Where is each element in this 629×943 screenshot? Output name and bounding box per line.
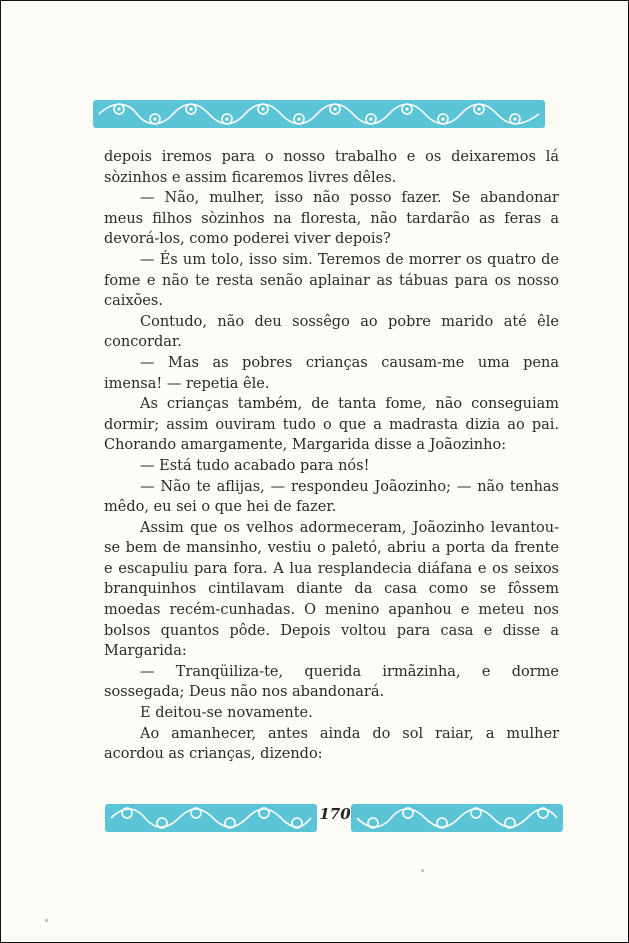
paragraph: — Não te aflijas, — respondeu Joãozinho; — não tenhas mêdo, eu sei o que hei de fazer. — [104, 478, 559, 516]
paragraph: — És um tolo, isso sim. Teremos de morrer os quatro de fome e não te resta senão aplainar as tábuas para os nosso caixões. — [104, 251, 559, 310]
paragraph: — Está tudo acabado para nós! — [140, 457, 370, 474]
page-number: 170 — [319, 805, 351, 823]
paragraph: — Tranqüiliza-te, querida irmãzinha, e dorme sossegada; Deus não nos abandonará. — [104, 663, 559, 701]
paragraph: — Mas as pobres crianças causam-me uma pena imensa! — repetia êle. — [104, 354, 559, 392]
paper-speck — [421, 869, 424, 872]
paragraph: depois iremos para o nosso trabalho e os deixaremos lá sòzinhos e assim ficaremos livres dêles. — [104, 149, 559, 186]
page-body-text — [104, 147, 559, 765]
paper-speck — [45, 919, 48, 922]
floral-ornament-icon — [351, 801, 563, 835]
bottom-right-ornament — [351, 801, 563, 835]
paragraph: Contudo, não deu sossêgo ao pobre marido até êle concordar. — [104, 313, 559, 351]
bottom-left-ornament — [105, 801, 317, 835]
paragraph: Ao amanhecer, antes ainda do sol raiar, a mulher acordou as crianças, dizendo: — [104, 725, 559, 763]
floral-ornament-icon — [105, 801, 317, 835]
top-ornament-border — [93, 97, 545, 131]
paragraph: — Não, mulher, isso não posso fazer. Se abandonar meus filhos sòzinhos na floresta, não tardarão as feras a devorá-los, como poderei viver depois? — [104, 190, 559, 248]
floral-ornament-icon — [93, 97, 545, 131]
paragraph: As crianças também, de tanta fome, não conseguiam dormir; assim ouviram tudo o que a madrasta dizia ao pai. Chorando amargamente, Margarida disse a Joãozinho: — [104, 396, 559, 454]
paragraph: Assim que os velhos adormeceram, Joãozinho levantou-se bem de mansinho, vestiu o paletó, abriu a porta da frente e escapuliu para fora. A lua resplandecia diáfana e os seixos branquinhos cintilavam diante da casa como se fôssem moedas recém-cunhadas. O menino apanhou e meteu nos bolsos quantos pôde. Depois voltou para casa e disse a Margarida: — [104, 519, 559, 660]
paragraph: E deitou-se novamente. — [140, 705, 313, 722]
